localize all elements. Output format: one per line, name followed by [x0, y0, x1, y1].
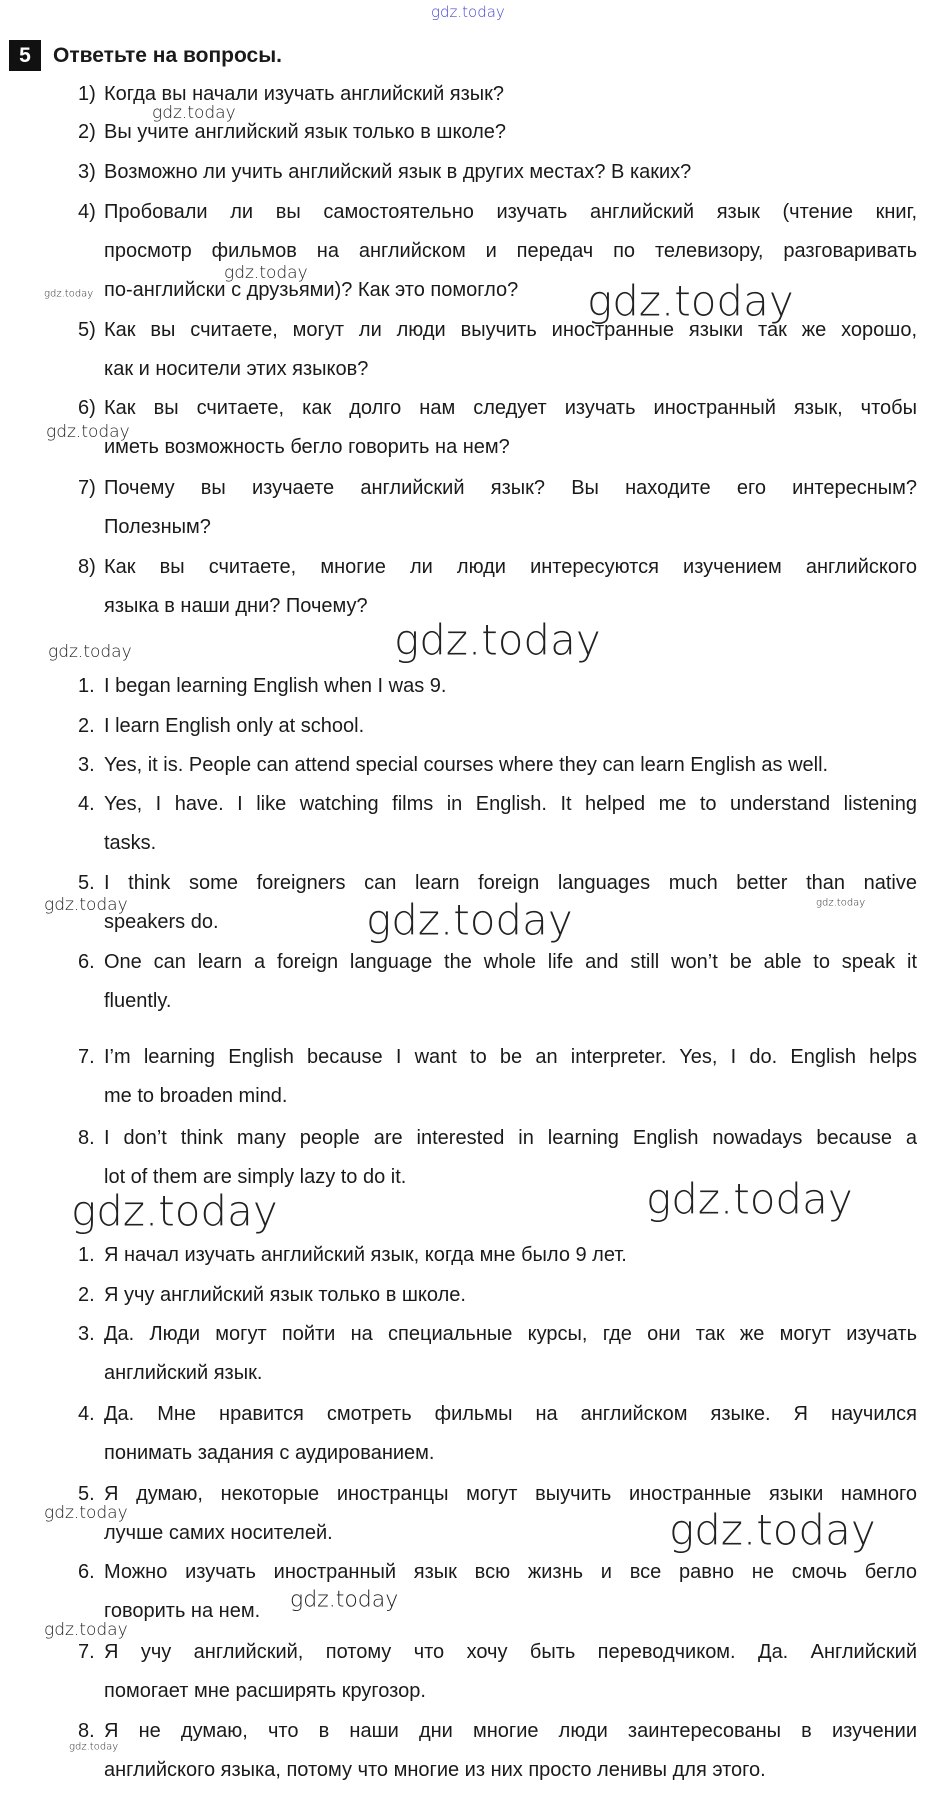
question-text-line: Вы учите английский язык только в школе?: [104, 121, 507, 143]
watermark-text: gdz.today: [48, 642, 132, 662]
question-number: 7): [78, 477, 96, 499]
answer-en-item: [78, 707, 917, 746]
answer-ru-item: [78, 1395, 917, 1473]
watermark-text: gdz.today: [46, 422, 130, 442]
answer-ru-text-line: Я учу английский, потому что хочу быть переводчиком. Да. Английский: [104, 1641, 917, 1663]
answer-ru-number: 8.: [78, 1720, 95, 1742]
question-number: 6): [78, 397, 96, 419]
watermark-text: gdz.today: [44, 1503, 128, 1523]
answer-ru-item: [78, 1712, 917, 1790]
question-text-line: Когда вы начали изучать английский язык?: [104, 83, 505, 105]
answer-en-item: [78, 746, 917, 785]
answer-ru-text-line: английский язык.: [104, 1362, 263, 1384]
answer-ru-number: 4.: [78, 1403, 95, 1425]
question-number: 1): [78, 83, 96, 105]
answer-ru-text-line: понимать задания с аудированием.: [104, 1442, 435, 1464]
watermark-text: gdz.today: [71, 1186, 278, 1236]
question-text-line: Почему вы изучаете английский язык? Вы находите его интересным?: [104, 477, 917, 499]
answer-en-item: [78, 785, 917, 863]
watermark-text: gdz.today: [366, 895, 573, 945]
watermark-text: gdz.today: [44, 1620, 128, 1640]
answer-en-text-line: I don’t think many people are interested in learning English nowadays because a: [104, 1127, 917, 1149]
question-number: 5): [78, 319, 96, 341]
answer-en-text-line: One can learn a foreign language the whole life and still won’t be able to speak it: [104, 951, 917, 973]
watermark-text: gdz.today: [290, 1587, 399, 1613]
exercise-number-badge: 5: [9, 40, 41, 71]
question-number: 2): [78, 121, 96, 143]
answer-ru-number: 1.: [78, 1244, 95, 1266]
answer-en-number: 2.: [78, 715, 95, 737]
question-number: 8): [78, 556, 96, 578]
question-item: [78, 469, 917, 547]
answer-ru-text-line: говорить на нем.: [104, 1600, 261, 1622]
answer-en-number: 4.: [78, 793, 95, 815]
question-item: [78, 389, 917, 467]
answer-en-item: [78, 1038, 917, 1116]
answer-ru-number: 5.: [78, 1483, 95, 1505]
answer-ru-text-line: лучше самих носителей.: [104, 1522, 333, 1544]
answer-en-text-line: Yes, I have. I like watching films in English. It helped me to understand listening: [104, 793, 917, 815]
answer-ru-text-line: Да. Мне нравится смотреть фильмы на английском языке. Я научился: [104, 1403, 917, 1425]
answer-en-text-line: speakers do.: [104, 911, 219, 933]
watermark-text: gdz.today: [669, 1505, 876, 1555]
answer-en-number: 6.: [78, 951, 95, 973]
question-item: [78, 548, 917, 626]
answer-en-number: 8.: [78, 1127, 95, 1149]
exercise-title: Ответьте на вопросы.: [53, 44, 282, 67]
answer-en-text-line: I think some foreigners can learn foreign languages much better than native: [104, 872, 917, 894]
answer-ru-text-line: английского языка, потому что многие из них просто ленивы для этого.: [104, 1759, 766, 1781]
answer-ru-text-line: помогает мне расширять кругозор.: [104, 1680, 426, 1702]
answer-ru-item: [78, 1553, 917, 1631]
question-text-line: Как вы считаете, могут ли люди выучить иностранные языки так же хорошо,: [104, 319, 917, 341]
watermark-text: gdz.today: [152, 103, 236, 123]
answer-ru-number: 6.: [78, 1561, 95, 1583]
watermark-text: gdz.today: [394, 615, 601, 665]
answer-en-item: [78, 943, 917, 1021]
answer-en-number: 5.: [78, 872, 95, 894]
watermark-text: gdz.today: [44, 288, 94, 300]
question-text-line: Как вы считаете, как долго нам следует изучать иностранный язык, чтобы: [104, 397, 917, 419]
question-text-line: Как вы считаете, многие ли люди интересуются изучением английского: [104, 556, 917, 578]
watermark-text: gdz.today: [587, 276, 794, 326]
watermark-text: gdz.today: [69, 1741, 119, 1753]
answer-ru-text-line: Я не думаю, что в наши дни многие люди заинтересованы в изучении: [104, 1720, 917, 1742]
question-text-line: языка в наши дни? Почему?: [104, 595, 368, 617]
answer-en-text-line: I learn English only at school.: [104, 715, 365, 737]
answer-en-item: [78, 667, 917, 706]
answer-ru-item: [78, 1315, 917, 1393]
answer-ru-text-line: Да. Люди могут пойти на специальные курсы, где они так же могут изучать: [104, 1323, 917, 1345]
question-number: 4): [78, 201, 96, 223]
answer-en-text-line: I’m learning English because I want to be an interpreter. Yes, I do. English helps: [104, 1046, 917, 1068]
answer-en-number: 7.: [78, 1046, 95, 1068]
watermark-text: gdz.today: [646, 1174, 853, 1224]
question-item: [78, 153, 917, 192]
answer-en-text-line: lot of them are simply lazy to do it.: [104, 1166, 407, 1188]
answer-en-text-line: fluently.: [104, 990, 172, 1012]
answer-ru-item: [78, 1276, 917, 1315]
answer-en-number: 1.: [78, 675, 95, 697]
answer-ru-text-line: Я начал изучать английский язык, когда мне было 9 лет.: [104, 1244, 627, 1266]
answer-en-text-line: I began learning English when I was 9.: [104, 675, 447, 697]
answer-ru-text-line: Можно изучать иностранный язык всю жизнь и все равно не смочь бегло: [104, 1561, 917, 1583]
answer-ru-text-line: Я учу английский язык только в школе.: [104, 1284, 466, 1306]
question-text-line: как и носители этих языков?: [104, 358, 369, 380]
answer-ru-number: 7.: [78, 1641, 95, 1663]
watermark-text: gdz.today: [44, 895, 128, 915]
question-text-line: Пробовали ли вы самостоятельно изучать английский язык (чтение книг,: [104, 201, 917, 223]
question-text-line: иметь возможность бегло говорить на нем?: [104, 436, 510, 458]
question-text-line: Возможно ли учить английский язык в других местах? В каких?: [104, 161, 692, 183]
answer-ru-number: 2.: [78, 1284, 95, 1306]
answer-ru-item: [78, 1236, 917, 1275]
answer-en-text-line: tasks.: [104, 832, 157, 854]
answer-ru-number: 3.: [78, 1323, 95, 1345]
answer-en-text-line: me to broaden mind.: [104, 1085, 288, 1107]
watermark-text: gdz.today: [431, 3, 505, 21]
watermark-text: gdz.today: [816, 897, 866, 909]
question-text-line: просмотр фильмов на английском и передач по телевизору, разговаривать: [104, 240, 917, 262]
watermark-text: gdz.today: [224, 263, 308, 283]
answer-en-number: 3.: [78, 754, 95, 776]
question-text-line: Полезным?: [104, 516, 211, 538]
question-number: 3): [78, 161, 96, 183]
answer-en-text-line: Yes, it is. People can attend special courses where they can learn English as well.: [104, 754, 829, 776]
answer-ru-item: [78, 1633, 917, 1711]
question-text-line: по-английски с друзьями)? Как это помогло?: [104, 279, 519, 301]
answer-ru-text-line: Я думаю, некоторые иностранцы могут выучить иностранные языки намного: [104, 1483, 917, 1505]
